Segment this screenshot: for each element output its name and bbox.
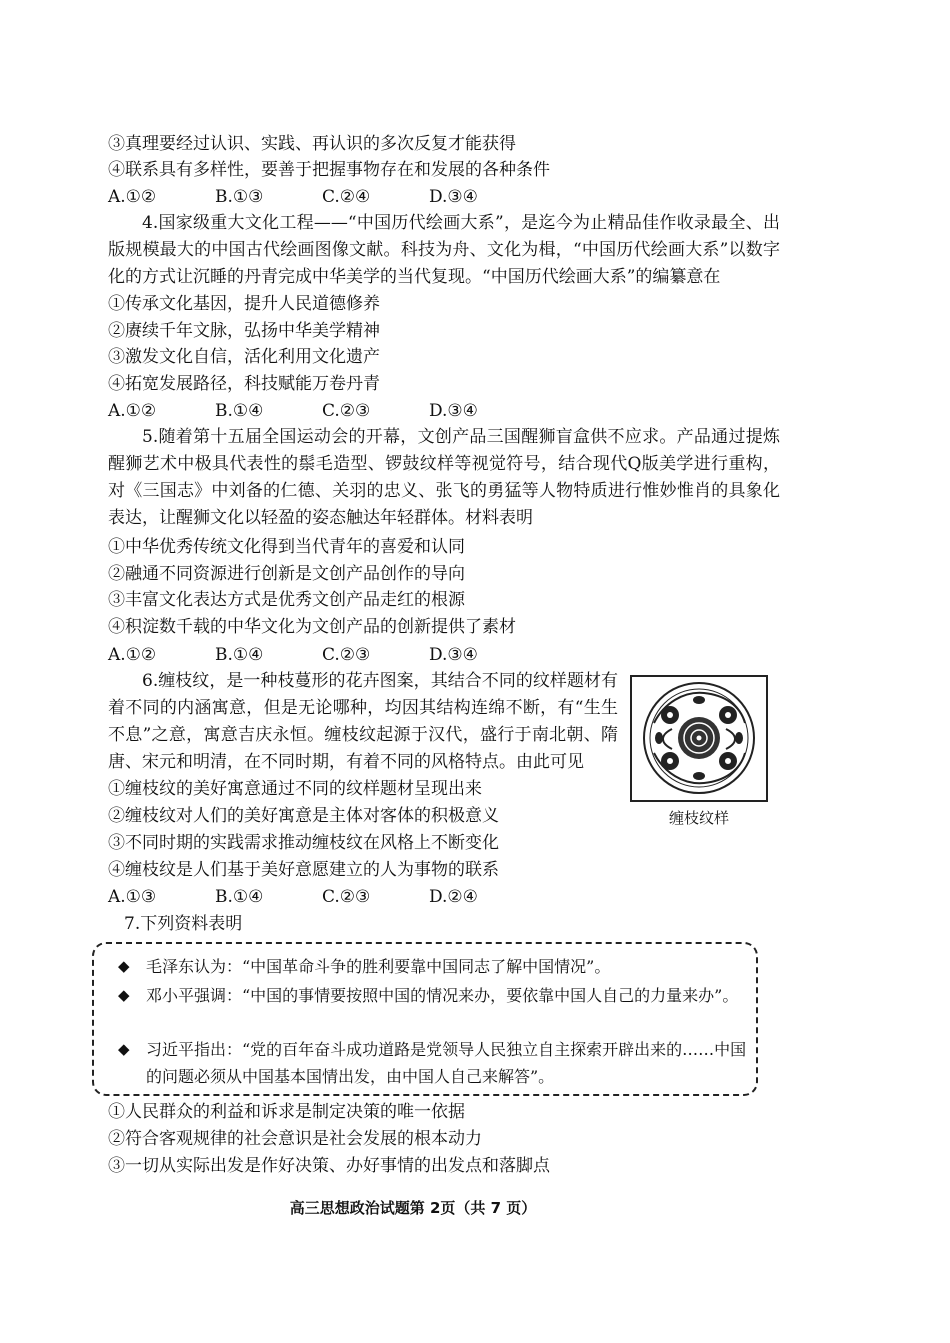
q7-stem: 7.下列资料表明 [124, 914, 243, 934]
q4-options [108, 399, 536, 423]
option-c: C.②③ [322, 401, 371, 421]
diamond-bullet-icon: ◆ [118, 1040, 130, 1058]
q5-item-4: ④积淀数千载的中华文化为文创产品的创新提供了素材 [108, 617, 516, 637]
q3-item-4: ④联系具有多样性，要善于把握事物存在和发展的各种条件 [108, 160, 550, 180]
q5-options [108, 643, 536, 667]
figure-caption: 缠枝纹样 [668, 809, 729, 827]
chanzhi-pattern-figure [630, 675, 768, 802]
q5-item-1: ①中华优秀传统文化得到当代青年的喜爱和认同 [108, 537, 465, 557]
q6-item-4: ④缠枝纹是人们基于美好意愿建立的人为事物的联系 [108, 860, 499, 880]
option-a: A.①② [108, 187, 157, 207]
chanzhi-pattern-icon [632, 677, 766, 800]
q5-item-3: ③丰富文化表达方式是优秀文创产品走红的根源 [108, 590, 465, 610]
option-d: D.③④ [429, 401, 478, 421]
q4-item-1: ①传承文化基因，提升人民道德修养 [108, 294, 380, 314]
option-c: C.②③ [322, 887, 371, 907]
q6-item-2: ②缠枝纹对人们的美好寓意是主体对客体的积极意义 [108, 806, 499, 826]
q6-options [108, 885, 536, 909]
option-b: B.①④ [215, 645, 264, 665]
q3-item-3: ③真理要经过认识、实践、再认识的多次反复才能获得 [108, 134, 516, 154]
q4-item-4: ④拓宽发展路径，科技赋能万卷丹青 [108, 374, 380, 394]
q7-item-3: ③一切从实际出发是作好决策、办好事情的出发点和落脚点 [108, 1156, 550, 1176]
page-footer: 高三思想政治试题第 2页（共 7 页） [289, 1199, 537, 1217]
q6-item-3: ③不同时期的实践需求推动缠枝纹在风格上不断变化 [108, 833, 499, 853]
option-b: B.①④ [215, 887, 264, 907]
q4-item-2: ②赓续千年文脉，弘扬中华美学精神 [108, 321, 380, 341]
option-d: D.③④ [429, 187, 478, 207]
q3-options [108, 185, 536, 209]
quote-deng: ◆ 邓小平强调：“中国的事情要按照中国的情况来办，要依靠中国人自己的力量来办”。 [118, 982, 748, 1009]
quote-xi: ◆ 习近平指出：“党的百年奋斗成功道路是党领导人民独立自主探索开辟出来的……中国的问题必须从中国基本国情出发，由中国人自己来解答”。 [118, 1036, 748, 1090]
option-b: B.①④ [215, 401, 264, 421]
quote-mao: ◆ 毛泽东认为：“中国革命斗争的胜利要靠中国同志了解中国情况”。 [118, 953, 748, 980]
option-a: A.①③ [108, 887, 157, 907]
q6-item-1: ①缠枝纹的美好寓意通过不同的纹样题材呈现出来 [108, 779, 482, 799]
option-d: D.③④ [429, 645, 478, 665]
diamond-bullet-icon: ◆ [118, 957, 130, 975]
option-b: B.①③ [215, 187, 264, 207]
q6-stem: 6.缠枝纹，是一种枝蔓形的花卉图案，其结合不同的纹样题材有着不同的内涵寓意，但是无论哪种，均因其结构连绵不断，有“生生不息”之意，寓意吉庆永恒。缠枝纹起源于汉代，盛行于南北朝、隋唐、宋元和明清，在不同时期，有着不同的风格特点。由此可见 [108, 671, 618, 772]
option-c: C.②④ [322, 187, 371, 207]
q5-stem: 5.随着第十五届全国运动会的开幕，文创产品三国醒狮盲盒供不应求。产品通过提炼醒狮艺术中极具代表性的鬃毛造型、锣鼓纹样等视觉符号，结合现代Q版美学进行重构，对《三国志》中刘备的仁德、关羽的忠义、张飞的勇猛等人物特质进行惟妙惟肖的具象化表达，让醒狮文化以轻盈的姿态触达年轻群体。材料表明 [108, 427, 780, 528]
q7-item-1: ①人民群众的利益和诉求是制定决策的唯一依据 [108, 1102, 465, 1122]
option-c: C.②③ [322, 645, 371, 665]
diamond-bullet-icon: ◆ [118, 986, 130, 1004]
option-a: A.①② [108, 401, 157, 421]
q5-item-2: ②融通不同资源进行创新是文创产品创作的导向 [108, 564, 465, 584]
option-d: D.②④ [429, 887, 478, 907]
option-a: A.①② [108, 645, 157, 665]
q4-item-3: ③激发文化自信，活化利用文化遗产 [108, 347, 380, 367]
q4-stem: 4.国家级重大文化工程——“中国历代绘画大系”，是迄今为止精品佳作收录最全、出版规模最大的中国古代绘画图像文献。科技为舟、文化为楫，“中国历代绘画大系”以数字化的方式让沉睡的丹青完成中华美学的当代复现。“中国历代绘画大系”的编纂意在 [108, 213, 780, 287]
q7-item-2: ②符合客观规律的社会意识是社会发展的根本动力 [108, 1129, 482, 1149]
